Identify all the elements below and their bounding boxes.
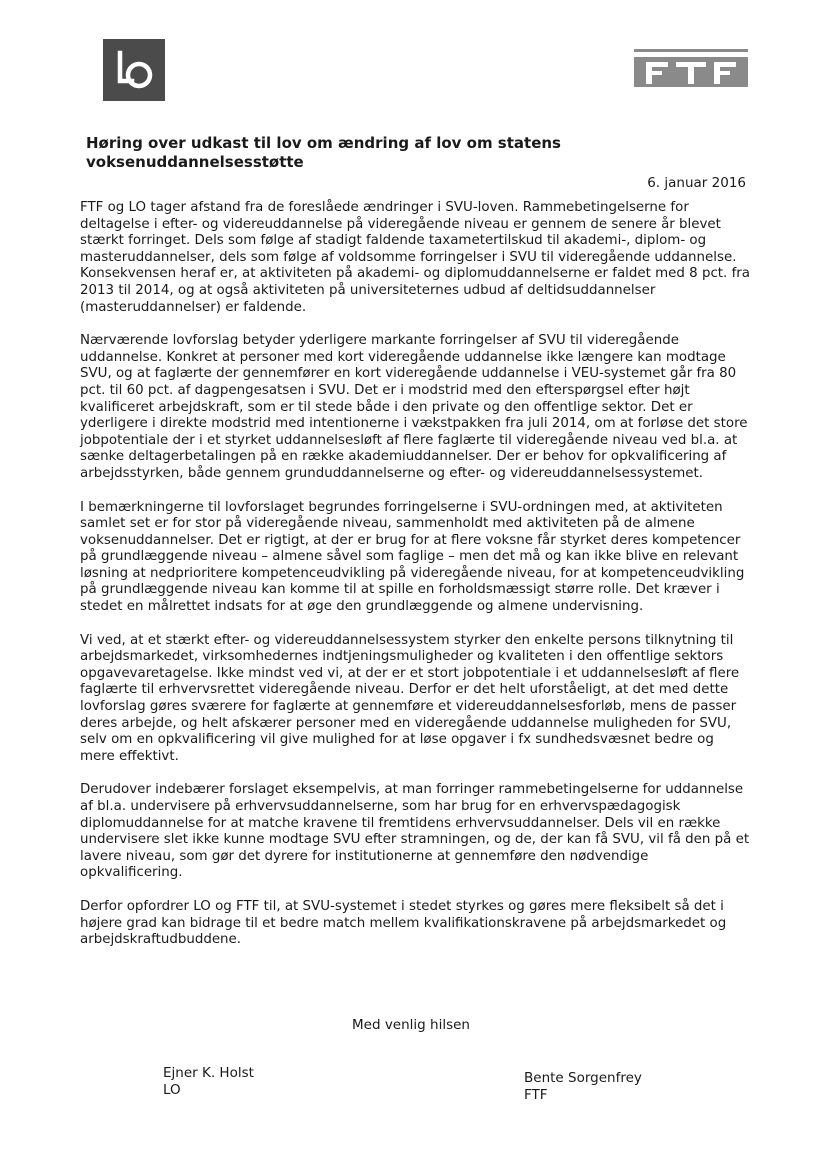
signatory-name: Ejner K. Holst: [163, 1065, 254, 1081]
paragraph: FTF og LO tager afstand fra de foreslåede ændringer i SVU-loven. Rammebetingelserne for deltagelse i efter- og videreuddannelse på videregående niveau er gennem de senere år blevet stærkt forringet. Dels som følge af stadigt faldende taxametertilskud til akademi-, diplom- og masteruddannelser, dels som følge af voldsomme forringelser i SVU til videregående uddannelse. Konsekvensen heraf er, at aktiviteten på akademi- og diplomuddannelserne er faldet med 8 pct. fra 2013 til 2014, og at også aktiviteten på universiteternes udbud af deltidsuddannelser (masteruddannelser) er faldende.: [80, 200, 750, 315]
letter-body: [80, 200, 750, 966]
ftf-logo: [634, 49, 748, 87]
paragraph: Derfor opfordrer LO og FTF til, at SVU-systemet i stedet styrkes og gøres mere fleksibelt så det i højere grad kan bidrage til et bedre match mellem kvalifikationskravene på arbejdsmarkedet og arbejdskraftudbuddene.: [80, 898, 727, 948]
paragraph: Nærværende lovforslag betyder yderligere markante forringelser af SVU til videregående uddannelse. Konkret at personer med kort videregående uddannelse ikke længere kan modtage SVU, og at faglærte der gennemfører en kort videregående uddannelse i VEU-systemet går fra 80 pct. til 60 pct. af dagpengesatsen i SVU. Det er i modstrid med den efterspørgsel efter højt kvalificeret arbejdskraft, som er til stede både i den private og den offentlige sektor. Det er yderligere i direkte modstrid med intentionerne i vækstpakken fra juli 2014, om at forløse det store jobpotentiale der i et styrket uddannelsesløft af flere faglærte til videregående niveau ved bl.a. at sænke deltagerbetalingen på en række akademiuddannelser. Der er behov for opkvalificering af arbejdsstyrken, både gennem grunduddannelserne og efter- og videreuddannelsessystemet.: [80, 333, 748, 481]
signatory-lo: [163, 1065, 254, 1099]
paragraph: Vi ved, at et stærkt efter- og videreuddannelsessystem styrker den enkelte persons tilknytning til arbejdsmarkedet, virksomhedernes indtjeningsmuligheder og kvaliteten i den offentlige sektors opgavevaretagelse. Ikke mindst ved vi, at der er et stort jobpotentiale i et uddannelsesløft af flere faglærte til erhvervsrettet videregående niveau. Derfor er det helt uforståeligt, at det med dette lovforslag gøres sværere for faglærte at gennemføre et videreuddannelsesforløb, mens de passer deres arbejde, og helt afskærer personer med en videregående uddannelse muligheden for SVU, selv om en opkvalificering vil give mulighed for at løse opgaver i fx sundhedsvæsnet bedre og mere effektivt.: [80, 632, 740, 764]
lo-logo: [103, 39, 165, 101]
paragraph: Derudover indebærer forslaget eksempelvis, at man forringer rammebetingelserne for uddannelse af bl.a. undervisere på erhvervsuddannelserne, som har brug for en erhvervspædagogisk diplomuddannelse for at matche kravene til fremtidens erhvervsuddannelser. Dels vil en række undervisere slet ikke kunne modtage SVU efter stramningen, og de, der kan få SVU, vil få den på et lavere niveau, som gør det dyrere for institutionerne at gennemføre den nødvendige opkvalificering.: [80, 782, 750, 881]
paragraph: I bemærkningerne til lovforslaget begrundes forringelserne i SVU-ordningen med, at aktiviteten samlet set er for stor på videregående niveau, sammenholdt med aktiviteten på de almene voksenuddannelser. Det er rigtigt, at der er brug for at flere voksne får styrket deres kompetencer på grundlæggende niveau – almene såvel som faglige – men det må og kan ikke blive en relevant løsning at nedprioritere kompetenceudvikling på videregående niveau, for at kompetenceudvikling på grundlæggende niveau kan komme til at spille en forholdsmæssigt større rolle. Det kræver i stedet en målrettet indsats for at øge den grundlæggende og almene undervisning.: [80, 499, 745, 615]
signatory-name: Bente Sorgenfrey: [524, 1070, 642, 1086]
document-date: 6. januar 2016: [647, 175, 746, 191]
signatory-ftf: [524, 1070, 642, 1104]
document-title: Høring over udkast til lov om ændring af lov om statens voksenuddannelsesstøtte: [86, 134, 561, 171]
lo-logo-mark: [103, 39, 165, 101]
signatory-org: LO: [163, 1082, 181, 1098]
closing-salutation: Med venlig hilsen: [352, 1017, 470, 1033]
ftf-logo-mark: [634, 49, 748, 87]
signatory-org: FTF: [524, 1087, 548, 1103]
